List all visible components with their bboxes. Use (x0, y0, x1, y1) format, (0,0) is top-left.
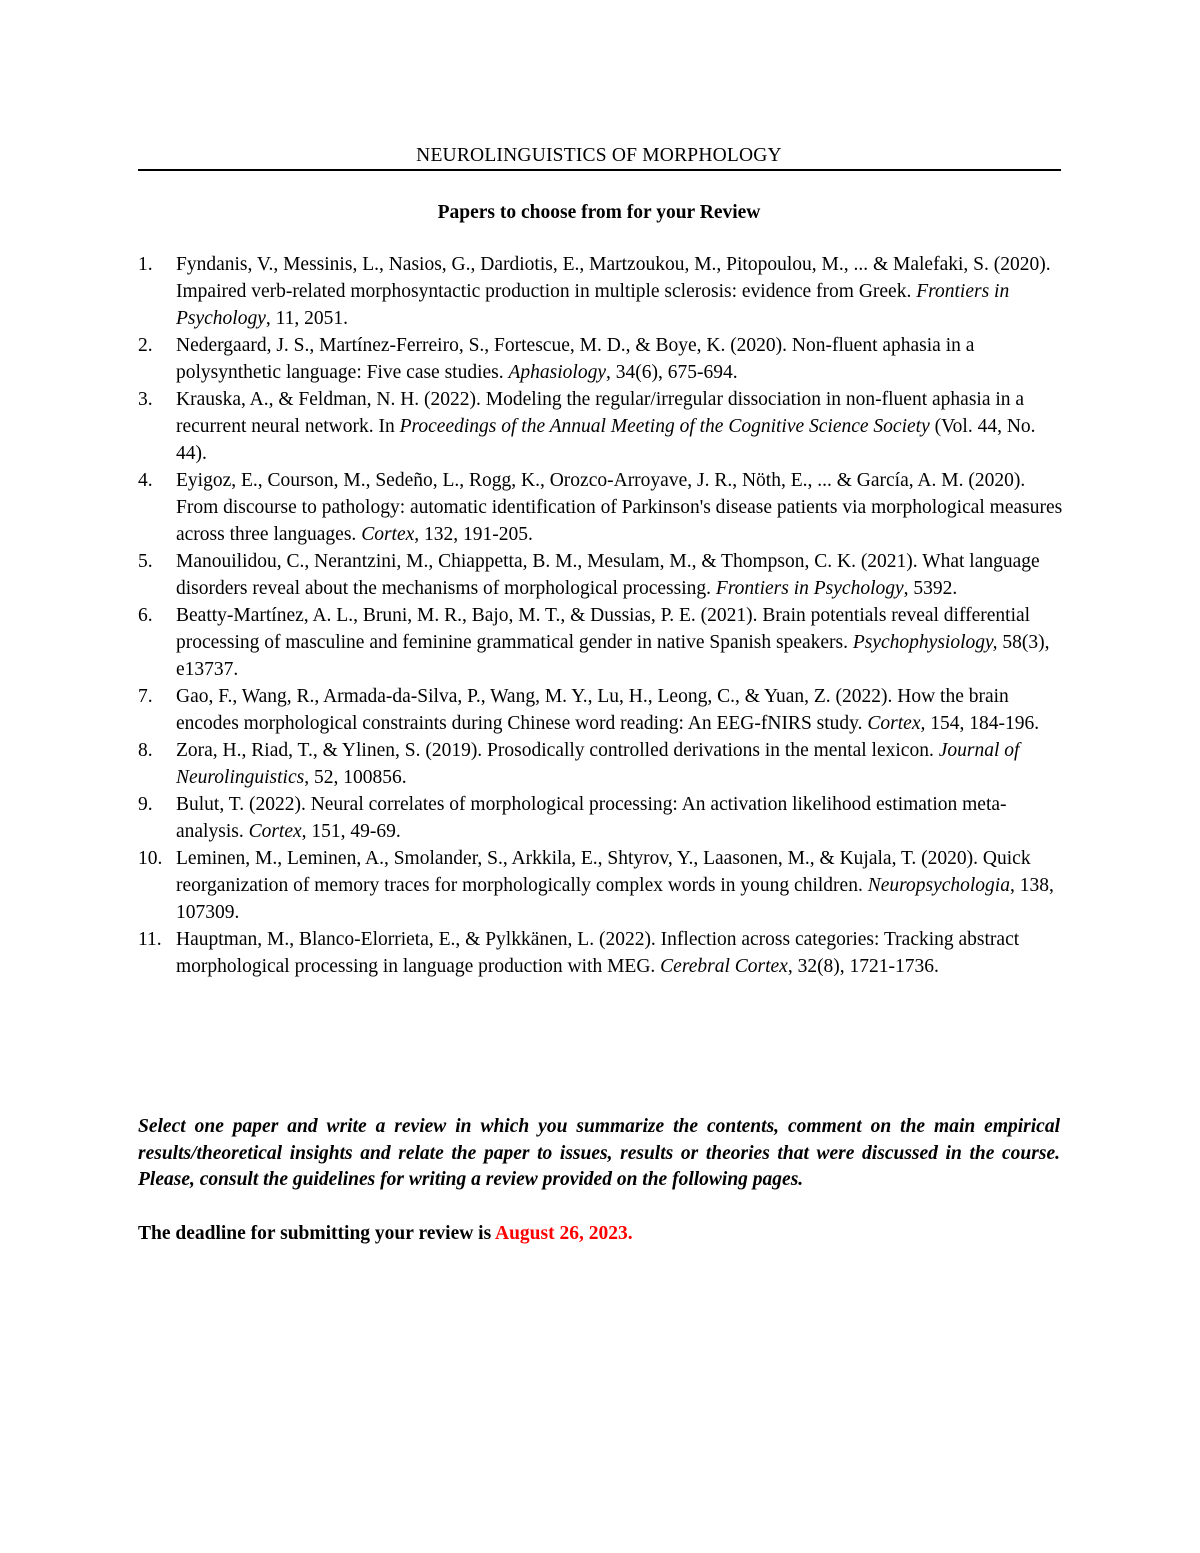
reference-item (138, 467, 1068, 548)
reference-number: 10. (138, 848, 163, 869)
page-title: NEUROLINGUISTICS OF MORPHOLOGY (416, 145, 782, 166)
reference-citation (176, 470, 1062, 545)
reference-item (138, 332, 1068, 386)
reference-item (138, 251, 1068, 332)
reference-citation (176, 929, 1019, 977)
section-subtitle: Papers to choose from for your Review (437, 202, 761, 223)
reference-text-segment: , 138, 107309. (176, 875, 1054, 923)
reference-item (138, 926, 1068, 980)
reference-item (138, 791, 1068, 845)
reference-text-segment: (Vol. 44, No. 44). (176, 416, 1036, 464)
reference-text-segment: , 151, 49-69. (301, 821, 401, 842)
reference-citation (176, 335, 974, 383)
reference-source-title: Neuropsychologia (867, 875, 1010, 896)
reference-text-segment: , 34(6), 675-694. (606, 362, 738, 383)
reference-source-title: Cortex (361, 524, 415, 545)
reference-item (138, 602, 1068, 683)
title-underline (138, 169, 1061, 171)
reference-source-title: Cerebral Cortex (660, 956, 788, 977)
deadline-prefix: The deadline for submitting your review is (138, 1223, 495, 1244)
reference-text-segment: Gao, F., Wang, R., Armada-da-Silva, P., Wang, M. Y., Lu, H., Leong, C., & Yuan, Z. (2022). How the brain encodes morphological constraints during Chinese word reading: An EEG-fNIRS study. (176, 686, 1009, 734)
reference-number: 4. (138, 470, 153, 491)
reference-number: 7. (138, 686, 153, 707)
reference-citation (176, 686, 1039, 734)
reference-source-title: Journal of Neurolinguistics (176, 740, 1020, 788)
reference-citation (176, 740, 1019, 788)
reference-source-title: Aphasiology (508, 362, 607, 383)
reference-number: 5. (138, 551, 153, 572)
reference-citation (176, 389, 1036, 464)
reference-text-segment: Bulut, T. (2022). Neural correlates of morphological processing: An activation likelihood estimation meta-analysis. (176, 794, 1007, 842)
reference-citation (176, 551, 1040, 599)
reference-number: 3. (138, 389, 153, 410)
reference-list (138, 251, 1068, 980)
reference-number: 11. (138, 929, 162, 950)
reference-text-segment: Fyndanis, V., Messinis, L., Nasios, G., Dardiotis, E., Martzoukou, M., Pitopoulou, M., ... & Malefaki, S. (2020). Impaired verb-related morphosyntactic production in multiple sclerosis: evidence from Greek. (176, 254, 1051, 302)
reference-text-segment: , 132, 191-205. (414, 524, 533, 545)
reference-number: 2. (138, 335, 153, 356)
reference-text-segment: Beatty-Martínez, A. L., Bruni, M. R., Bajo, M. T., & Dussias, P. E. (2021). Brain potentials reveal differential processing of masculine and feminine grammatical gender in native Spanish speakers. (176, 605, 1031, 653)
reference-text-segment: Eyigoz, E., Courson, M., Sedeño, L., Rogg, K., Orozco-Arroyave, J. R., Nöth, E., ... & García, A. M. (2020). From discourse to pathology: automatic identification of Parkinson's disease patients via morphological measures across three languages. (176, 470, 1063, 545)
reference-number: 9. (138, 794, 153, 815)
reference-text-segment: Krauska, A., & Feldman, N. H. (2022). Modeling the regular/irregular dissociation in non-fluent aphasia in a recurrent neural network. In (176, 389, 1025, 437)
reference-citation (176, 254, 1051, 329)
reference-source-title: Cortex (248, 821, 302, 842)
reference-number: 1. (138, 254, 153, 275)
reference-text-segment: 154, 184-196. (925, 713, 1040, 734)
reference-citation (176, 848, 1054, 923)
reference-text-segment: Hauptman, M., Blanco-Elorrieta, E., & Pylkkänen, L. (2022). Inflection across categories: Tracking abstract morphological processing in language production with MEG. (176, 929, 1020, 977)
reference-item (138, 845, 1068, 926)
reference-text-segment: Manouilidou, C., Nerantzini, M., Chiappetta, B. M., Mesulam, M., & Thompson, C. K. (2021). What language disorders reveal about the mechanisms of morphological processing. (176, 551, 1040, 599)
reference-item (138, 737, 1068, 791)
reference-source-title: Proceedings of the Annual Meeting of the Cognitive Science Society (399, 416, 930, 437)
reference-item (138, 683, 1068, 737)
reference-source-title: Frontiers in Psychology (176, 281, 1010, 329)
reference-text-segment: , 11, 2051. (265, 308, 349, 329)
reference-item (138, 386, 1068, 467)
reference-item (138, 548, 1068, 602)
reference-citation (176, 794, 1007, 842)
reference-text-segment: , 52, 100856. (304, 767, 407, 788)
reference-source-title: Cortex, (867, 713, 926, 734)
reference-source-title: Frontiers in Psychology (715, 578, 904, 599)
reference-citation (176, 605, 1049, 680)
reference-number: 6. (138, 605, 153, 626)
reference-text-segment: , 32(8), 1721-1736. (787, 956, 939, 977)
reference-text-segment: Leminen, M., Leminen, A., Smolander, S., Arkkila, E., Shtyrov, Y., Laasonen, M., & Kujala, T. (2020). Quick reorganization of memory traces for morphologically complex words in young children. (176, 848, 1031, 896)
deadline-statement (138, 1220, 1060, 1247)
review-instructions: Select one paper and write a review in which you summarize the contents, comment on the main empirical results/theoretical insights and relate the paper to issues, results or theories that were discussed in the course. Please, consult the guidelines for writing a review provided on the following pages. (138, 1116, 1060, 1190)
reference-number: 8. (138, 740, 153, 761)
reference-text-segment: Nedergaard, J. S., Martínez-Ferreiro, S., Fortescue, M. D., & Boye, K. (2020). Non-fluent aphasia in a polysynthetic language: Five case studies. (176, 335, 975, 383)
reference-source-title: Psychophysiology, (852, 632, 998, 653)
reference-text-segment: 58(3), e13737. (176, 632, 1050, 680)
reference-text-segment: , 5392. (903, 578, 958, 599)
deadline-date: August 26, 2023. (495, 1223, 633, 1244)
reference-text-segment: Zora, H., Riad, T., & Ylinen, S. (2019). Prosodically controlled derivations in the mental lexicon. (176, 740, 939, 761)
